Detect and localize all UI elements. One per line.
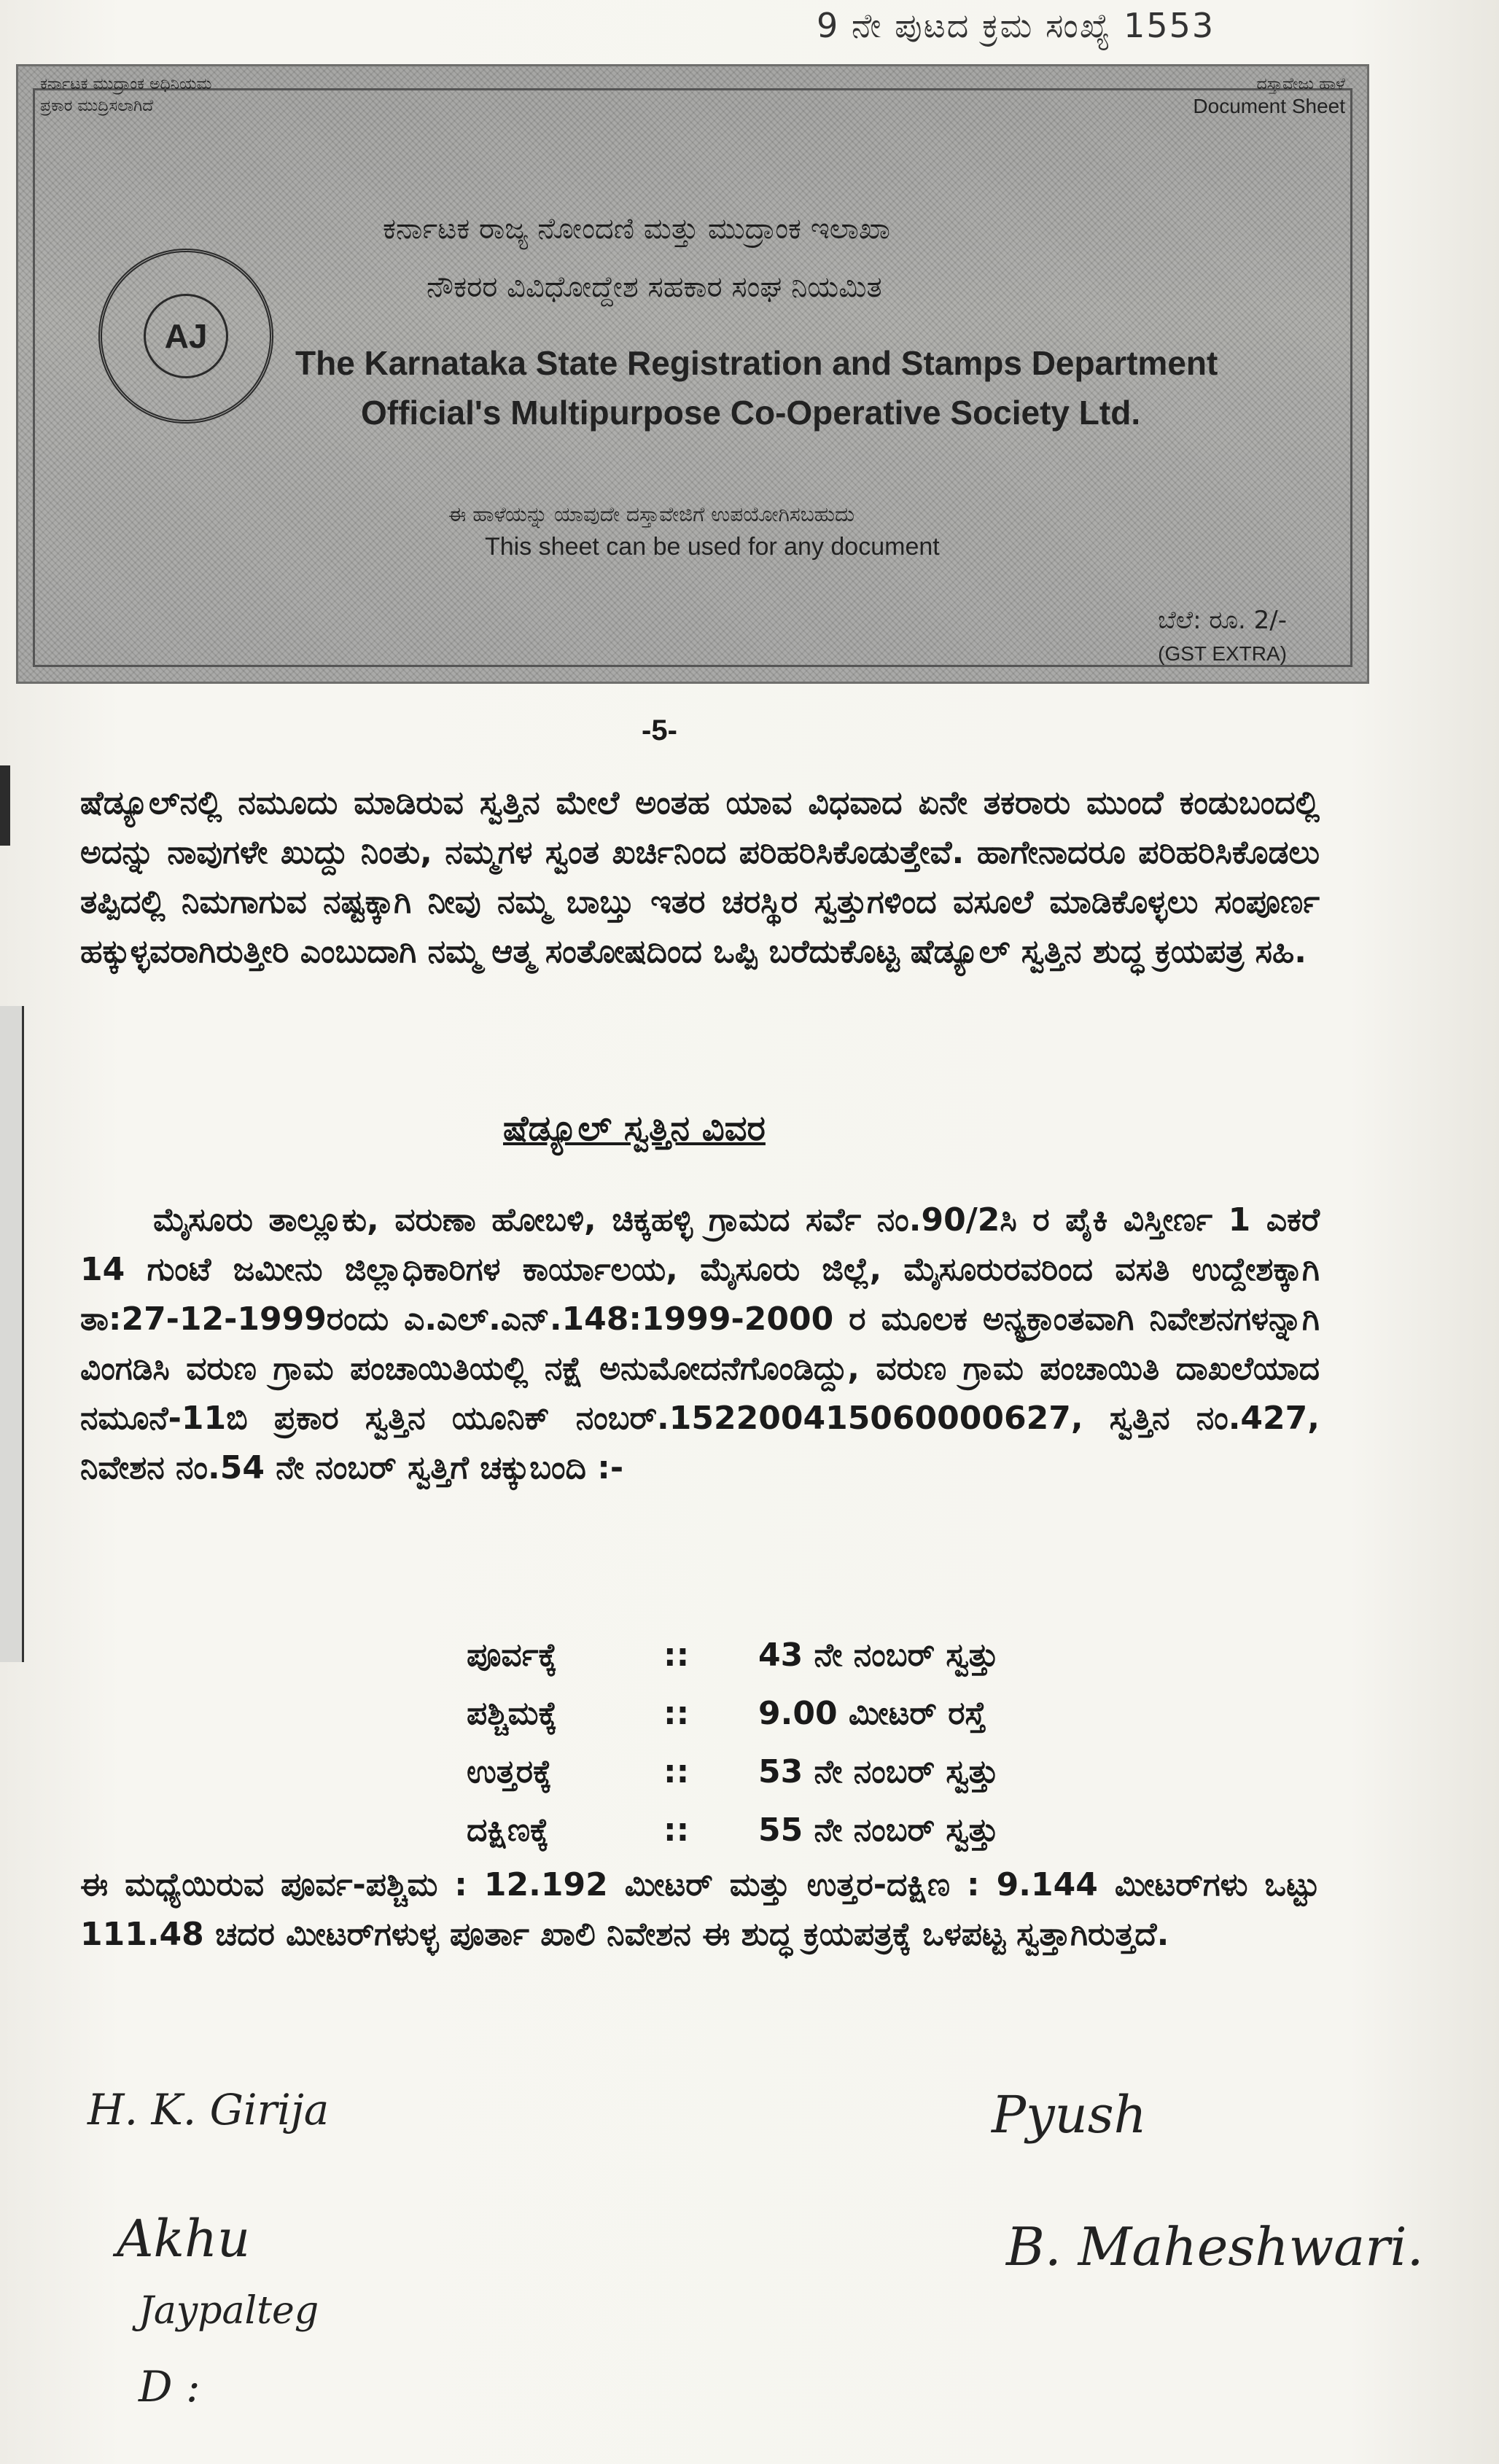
schedule-heading: ಷೆಡ್ಯೂಲ್ ಸ್ವತ್ತಿನ ವಿವರ: [503, 1108, 766, 1149]
boundary-row: [467, 1626, 1196, 1684]
boundaries-table: [467, 1626, 1196, 1859]
boundary-row: [467, 1801, 1196, 1859]
stamp-top-left-line1: ಕರ್ನಾಟಕ ಮುದ್ರಾಂಕ ಅಧಿನಿಯಮ: [40, 75, 212, 93]
boundary-value: 53 ನೇ ನಂಬರ್ ಸ್ವತ್ತು: [758, 1753, 999, 1790]
society-emblem-seal: [98, 249, 273, 424]
document-sheet-label: Document Sheet: [1193, 95, 1345, 117]
stamp-price: ಬೆಲೆ: ರೂ. 2/-: [1158, 606, 1287, 635]
paragraph-measurements: ಈ ಮಧ್ಯೆಯಿರುವ ಪೂರ್ವ-ಪಶ್ಚಿಮ : 12.192 ಮೀಟರ್ ಮತ್ತು ಉತ್ತರ-ದಕ್ಷಿಣ : 9.144 ಮೀಟರ್‌ಗಳು ಒಟ್ಟು 111.48 ಚದರ ಮೀಟರ್‌ಗಳುಳ್ಳ ಪೂರ್ತಾ ಖಾಲಿ ನಿವೇಶನ ಈ ಶುದ್ಧ ಕ್ರಯಪತ್ರಕ್ಕೆ ಒಳಪಟ್ಟ ಸ್ವತ್ತಾಗಿರುತ್ತದೆ.: [80, 1866, 1320, 1953]
signature-left-4: D :: [139, 2362, 200, 2412]
stamp-paper-header: [16, 64, 1369, 684]
emblem-monogram: AJ: [144, 294, 228, 378]
stamp-usage-note-kn: ಈ ಹಾಳೆಯನ್ನು ಯಾವುದೇ ದಸ್ತಾವೇಜಿಗೆ ಉಪಯೋಗಿಸಬಹುದು: [448, 502, 855, 526]
handwritten-page-note: 9 ನೇ ಪುಟದ ಕ್ರಮ ಸಂಖ್ಯೆ 1553: [817, 6, 1215, 45]
left-edge-artifact: [0, 1006, 24, 1662]
boundary-separator: ::: [663, 1753, 690, 1790]
boundary-direction: ಪಶ್ಚಿಮಕ್ಕೆ: [467, 1694, 558, 1732]
signature-left-3: Jaypalteg: [139, 2289, 319, 2333]
stamp-top-left-line2: ಪ್ರಕಾರ ಮುದ್ರಿಸಲಾಗಿದೆ: [40, 97, 154, 115]
signature-left-1: H. K. Girija: [87, 2085, 330, 2134]
stamp-title-en-1: The Karnataka State Registration and Stamps Department: [295, 344, 1218, 382]
stamp-title-kn-2: ನೌಕರರ ವಿವಿಧೋದ್ದೇಶ ಸಹಕಾರ ಸಂಘ ನಿಯಮಿತ: [427, 270, 882, 304]
signature-right-2: B. Maheshwari.: [1006, 2216, 1424, 2277]
boundary-value: 55 ನೇ ನಂಬರ್ ಸ್ವತ್ತು: [758, 1811, 999, 1849]
signature-left-2: Akhu: [117, 2209, 251, 2269]
signature-right-1: Pyush: [992, 2085, 1147, 2145]
boundary-direction: ಉತ್ತರಕ್ಕೆ: [467, 1753, 552, 1790]
page-number: -5-: [642, 714, 677, 746]
boundary-separator: ::: [663, 1694, 690, 1732]
boundary-value: 9.00 ಮೀಟರ್ ರಸ್ತೆ: [758, 1694, 986, 1732]
paragraph-property-description: ಮೈಸೂರು ತಾಲ್ಲೂಕು, ವರುಣಾ ಹೋಬಳಿ, ಚಿಕ್ಕಹಳ್ಳಿ ಗ್ರಾಮದ ಸರ್ವೆ ನಂ.90/2ಸಿ ರ ಪೈಕಿ ವಿಸ್ತೀರ್ಣ 1 ಎಕರೆ 14 ಗುಂಟೆ ಜಮೀನು ಜಿಲ್ಲಾಧಿಕಾರಿಗಳ ಕಾರ್ಯಾಲಯ, ಮೈಸೂರು ಜಿಲ್ಲೆ, ಮೈಸೂರುರವರಿಂದ ವಸತಿ ಉದ್ದೇಶಕ್ಕಾಗಿ ತಾ:27-12-1999ರಂದು ಎ.ಎಲ್.ಎನ್.148:1999-2000 ರ ಮೂಲಕ ಅನ್ಯಕ್ರಾಂತವಾಗಿ ನಿವೇಶನಗಳನ್ನಾಗಿ ವಿಂಗಡಿಸಿ ವರುಣ ಗ್ರಾಮ ಪಂಚಾಯಿತಿಯಲ್ಲಿ ನಕ್ಷೆ ಅನುಮೋದನೆಗೊಂಡಿದ್ದು, ವರುಣ ಗ್ರಾಮ ಪಂಚಾಯಿತಿ ದಾಖಲೆಯಾದ ನಮೂನೆ-11ಬಿ ಪ್ರಕಾರ ಸ್ವತ್ತಿನ ಯೂನಿಕ್ ನಂಬರ್.152200415060000627, ಸ್ವತ್ತಿನ ನಂ.427, ನಿವೇಶನ ನಂ.54 ನೇ ನಂಬರ್ ಸ್ವತ್ತಿಗೆ ಚಕ್ಕುಬಂದಿ :-: [80, 1201, 1320, 1486]
boundary-separator: ::: [663, 1811, 690, 1849]
paragraph-indemnity: ಷೆಡ್ಯೂಲ್‌ನಲ್ಲಿ ನಮೂದು ಮಾಡಿರುವ ಸ್ವತ್ತಿನ ಮೇಲೆ ಅಂತಹ ಯಾವ ವಿಧವಾದ ಏನೇ ತಕರಾರು ಮುಂದೆ ಕಂಡುಬಂದಲ್ಲಿ ಅದನ್ನು ನಾವುಗಳೇ ಖುದ್ದು ನಿಂತು, ನಮ್ಮಗಳ ಸ್ವಂತ ಖರ್ಚಿನಿಂದ ಪರಿಹರಿಸಿಕೊಡುತ್ತೇವೆ. ಹಾಗೇನಾದರೂ ಪರಿಹರಿಸಿಕೊಡಲು ತಪ್ಪಿದಲ್ಲಿ ನಿಮಗಾಗುವ ನಷ್ಟಕ್ಕಾಗಿ ನೀವು ನಮ್ಮ ಬಾಬ್ತು ಇತರ ಚರಸ್ಥಿರ ಸ್ವತ್ತುಗಳಿಂದ ವಸೂಲೆ ಮಾಡಿಕೊಳ್ಳಲು ಸಂಪೂರ್ಣ ಹಕ್ಕುಳ್ಳವರಾಗಿರುತ್ತೀರಿ ಎಂಬುದಾಗಿ ನಮ್ಮ ಆತ್ಮ ಸಂತೋಷದಿಂದ ಒಪ್ಪಿ ಬರೆದುಕೊಟ್ಟ ಷೆಡ್ಯೂಲ್ ಸ್ವತ್ತಿನ ಶುದ್ಧ ಕ್ರಯಪತ್ರ ಸಹಿ.: [80, 784, 1320, 970]
boundary-value: 43 ನೇ ನಂಬರ್ ಸ್ವತ್ತು: [758, 1636, 999, 1674]
boundary-row: [467, 1684, 1196, 1742]
stamp-top-left-text: [40, 74, 211, 117]
document-sheet-label-kn: ದಸ್ತಾವೇಜು ಹಾಳೆ: [1256, 75, 1345, 93]
stamp-title-kn-1: ಕರ್ನಾಟಕ ರಾಜ್ಯ ನೋಂದಣಿ ಮತ್ತು ಮುದ್ರಾಂಕ ಇಲಾಖಾ: [383, 212, 891, 246]
stamp-top-right-text: [1193, 74, 1345, 117]
stamp-gst-note: (GST EXTRA): [1158, 642, 1287, 665]
stamp-usage-note: This sheet can be used for any document: [485, 533, 940, 561]
boundary-row: [467, 1742, 1196, 1801]
stamp-title-en-2: Official's Multipurpose Co-Operative Society Ltd.: [361, 394, 1141, 432]
boundary-separator: ::: [663, 1636, 690, 1674]
boundary-direction: ದಕ್ಷಿಣಕ್ಕೆ: [467, 1811, 549, 1849]
boundary-direction: ಪೂರ್ವಕ್ಕೆ: [467, 1636, 558, 1674]
left-edge-artifact: [0, 765, 10, 846]
